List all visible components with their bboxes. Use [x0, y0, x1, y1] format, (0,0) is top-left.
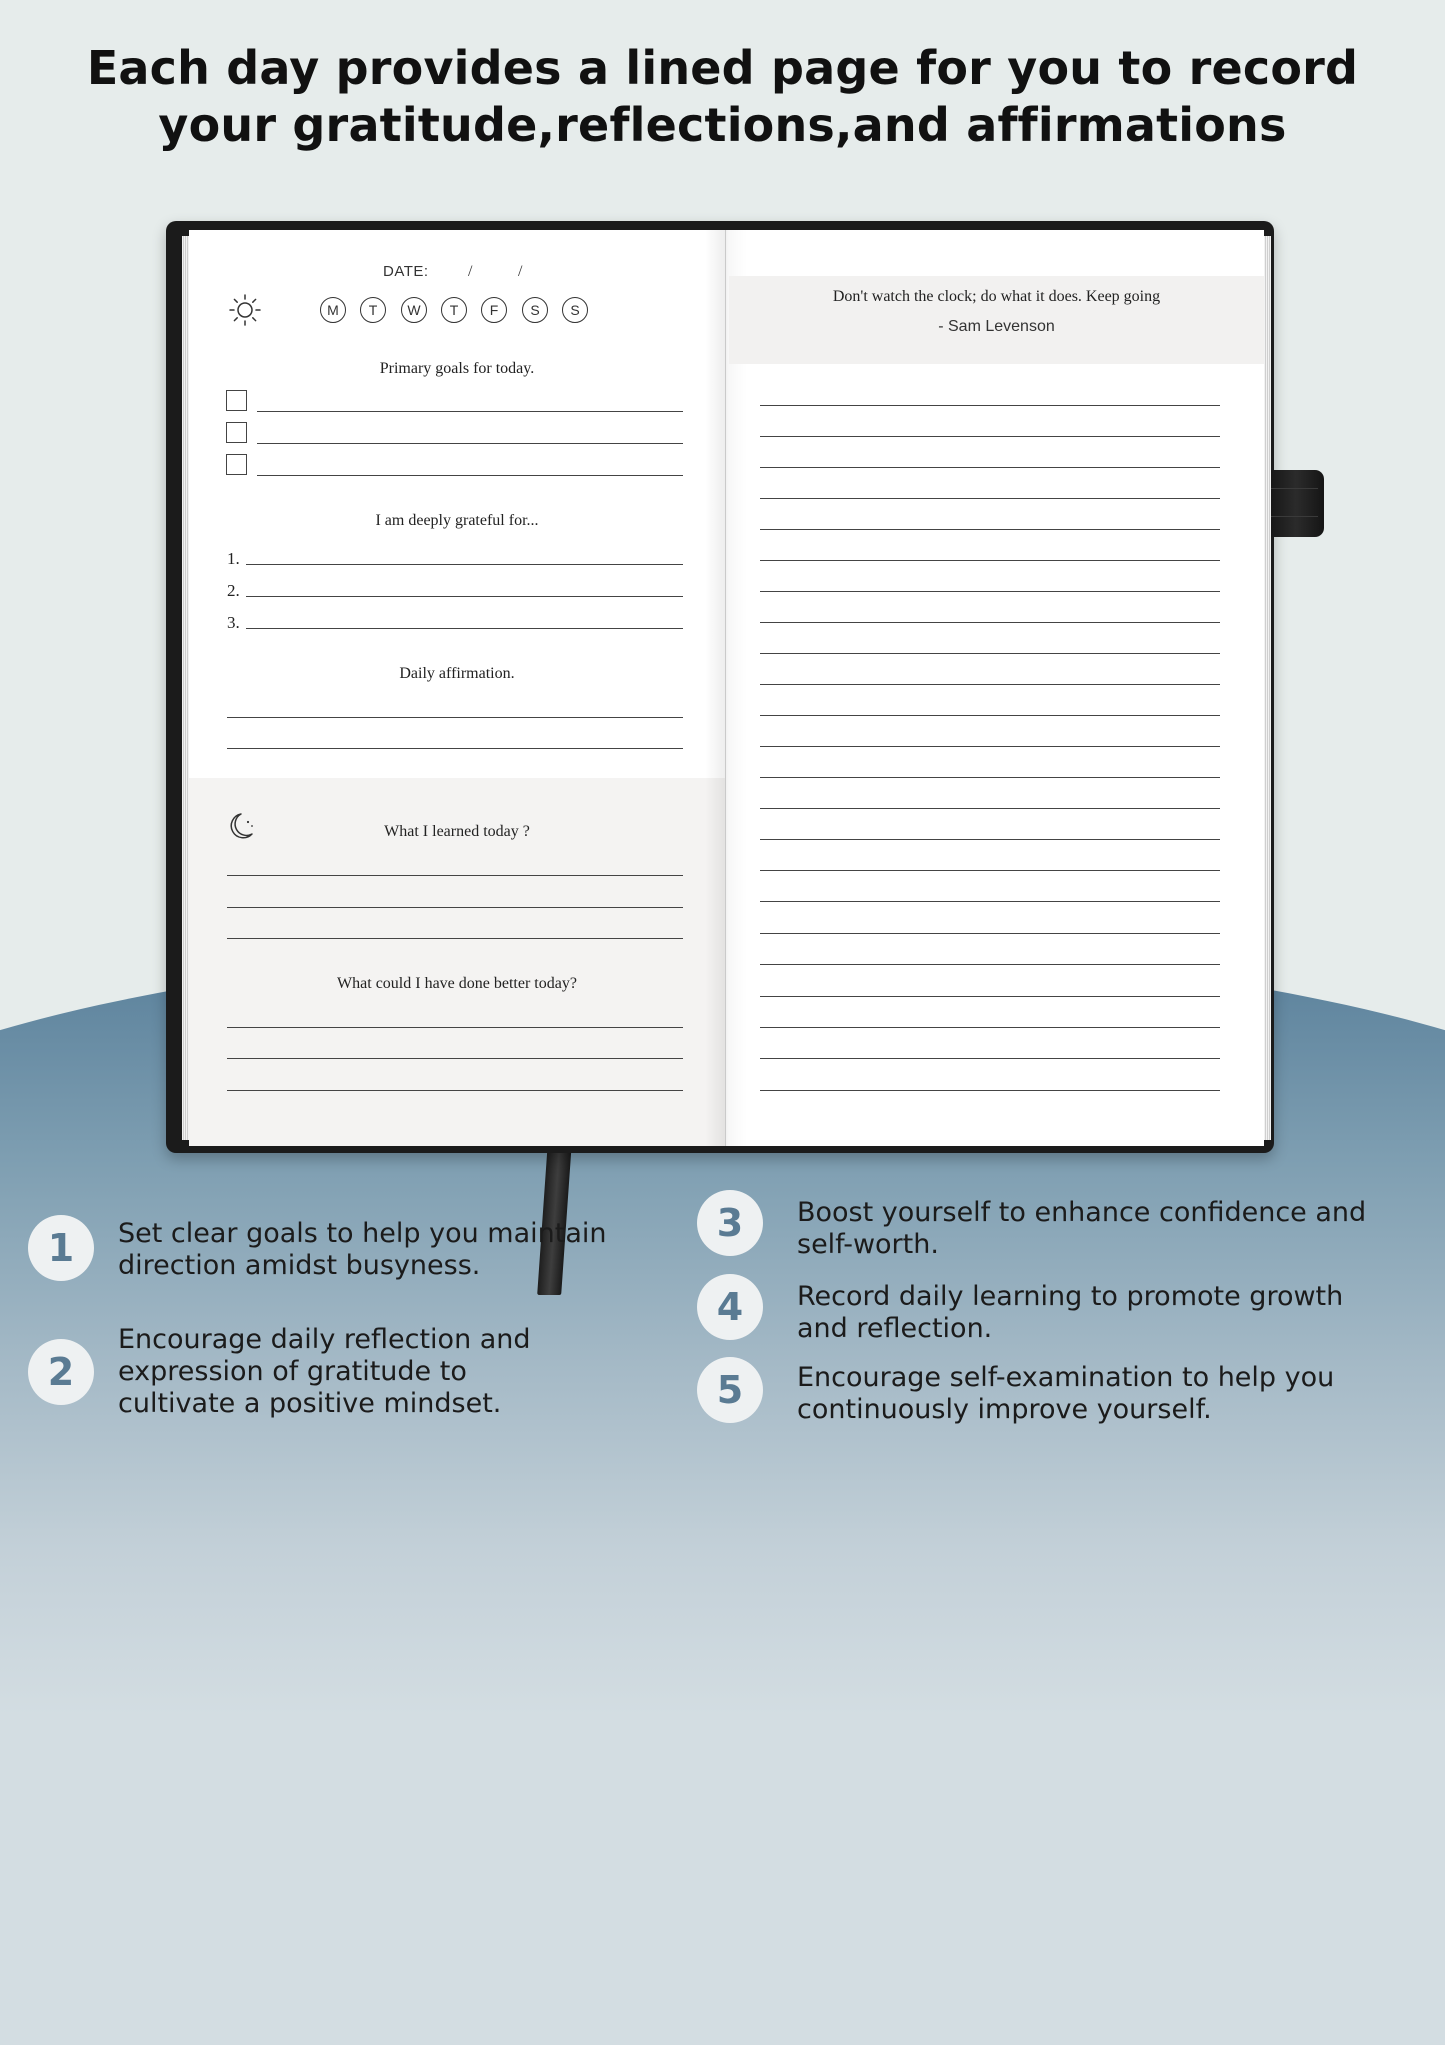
feature-line: expression of gratitude to: [118, 1356, 467, 1387]
goal-line: [257, 475, 683, 476]
feature-number-badge: 2: [28, 1339, 94, 1405]
weekday-saturday: S: [522, 297, 548, 323]
journal-line: [760, 901, 1220, 902]
learned-line: [227, 875, 683, 876]
goal-line: [257, 411, 683, 412]
date-separator: /: [468, 263, 473, 280]
journal-line: [760, 622, 1220, 623]
affirmation-heading: Daily affirmation.: [399, 665, 515, 682]
better-line: [227, 1027, 683, 1028]
journal-line: [760, 684, 1220, 685]
journal-line: [760, 467, 1220, 468]
weekday-sunday: S: [562, 297, 588, 323]
affirmation-line: [227, 748, 683, 749]
goals-heading: Primary goals for today.: [379, 360, 535, 377]
gratitude-number: 2.: [227, 581, 240, 600]
journal-line: [760, 996, 1220, 997]
feature-line: Encourage daily reflection and: [118, 1324, 531, 1355]
elastic-band: [1268, 470, 1324, 537]
journal-line: [760, 498, 1220, 499]
journal-line: [760, 808, 1220, 809]
headline-line-1: Each day provides a lined page for you to record: [86, 41, 1359, 95]
gratitude-line: [246, 596, 683, 597]
weekday-friday: F: [481, 297, 507, 323]
journal-line: [760, 933, 1220, 934]
learned-line: [227, 907, 683, 908]
feature-line: Set clear goals to help you maintain: [118, 1218, 607, 1249]
journal-line: [760, 653, 1220, 654]
journal-line: [760, 405, 1220, 406]
feature-line: direction amidst busyness.: [118, 1250, 481, 1281]
better-line: [227, 1090, 683, 1091]
feature-text: [118, 1218, 607, 1282]
feature-text: [797, 1362, 1334, 1426]
feature-number-badge: 4: [697, 1274, 763, 1340]
feature-line: Encourage self-examination to help you: [797, 1362, 1335, 1393]
feature-number-badge: 1: [28, 1215, 94, 1281]
quote-author: - Sam Levenson: [938, 318, 1055, 335]
journal-line: [760, 1027, 1220, 1028]
journal-line: [760, 746, 1220, 747]
feature-line: self-worth.: [797, 1229, 939, 1260]
feature-text: [797, 1281, 1343, 1345]
journal-line: [760, 839, 1220, 840]
journal-line: [760, 591, 1220, 592]
feature-line: Boost yourself to enhance confidence and: [797, 1197, 1367, 1228]
gratitude-line: [246, 628, 683, 629]
weekday-monday: M: [320, 297, 346, 323]
feature-number-badge: 5: [697, 1357, 763, 1423]
feature-line: Record daily learning to promote growth: [797, 1281, 1344, 1312]
goal-checkbox: [226, 454, 247, 475]
feature-line: and reflection.: [797, 1313, 993, 1344]
journal-line: [760, 870, 1220, 871]
journal-line: [760, 777, 1220, 778]
gratitude-heading: I am deeply grateful for...: [375, 512, 539, 529]
feature-line: continuously improve yourself.: [797, 1394, 1212, 1425]
affirmation-line: [227, 717, 683, 718]
headline: [0, 40, 1445, 154]
journal-line: [760, 715, 1220, 716]
journal-line: [760, 1058, 1220, 1059]
gratitude-number: 1.: [227, 549, 240, 568]
learned-line: [227, 938, 683, 939]
journal-line: [760, 436, 1220, 437]
learned-heading: What I learned today ?: [384, 823, 530, 840]
journal-line: [760, 1090, 1220, 1091]
better-line: [227, 1058, 683, 1059]
feature-number-badge: 3: [697, 1190, 763, 1256]
weekday-thursday: T: [441, 297, 467, 323]
goal-checkbox: [226, 390, 247, 411]
weekday-tuesday: T: [360, 297, 386, 323]
feature-line: cultivate a positive mindset.: [118, 1388, 502, 1419]
headline-line-2: your gratitude,reflections,and affirmations: [158, 98, 1287, 152]
feature-text: [797, 1197, 1366, 1261]
gratitude-line: [246, 564, 683, 565]
quote-text: Don't watch the clock; do what it does. Keep going: [832, 288, 1161, 305]
journal-line: [760, 964, 1220, 965]
date-separator: /: [518, 263, 523, 280]
journal-line: [760, 560, 1220, 561]
gratitude-number: 3.: [227, 613, 240, 632]
journal-line: [760, 529, 1220, 530]
feature-text: [118, 1324, 531, 1420]
date-label: DATE:: [383, 263, 429, 280]
right-page: [726, 230, 1264, 1146]
goal-checkbox: [226, 422, 247, 443]
sun-icon: [227, 292, 263, 328]
goal-line: [257, 443, 683, 444]
weekday-wednesday: W: [401, 297, 427, 323]
better-heading: What could I have done better today?: [337, 975, 577, 992]
